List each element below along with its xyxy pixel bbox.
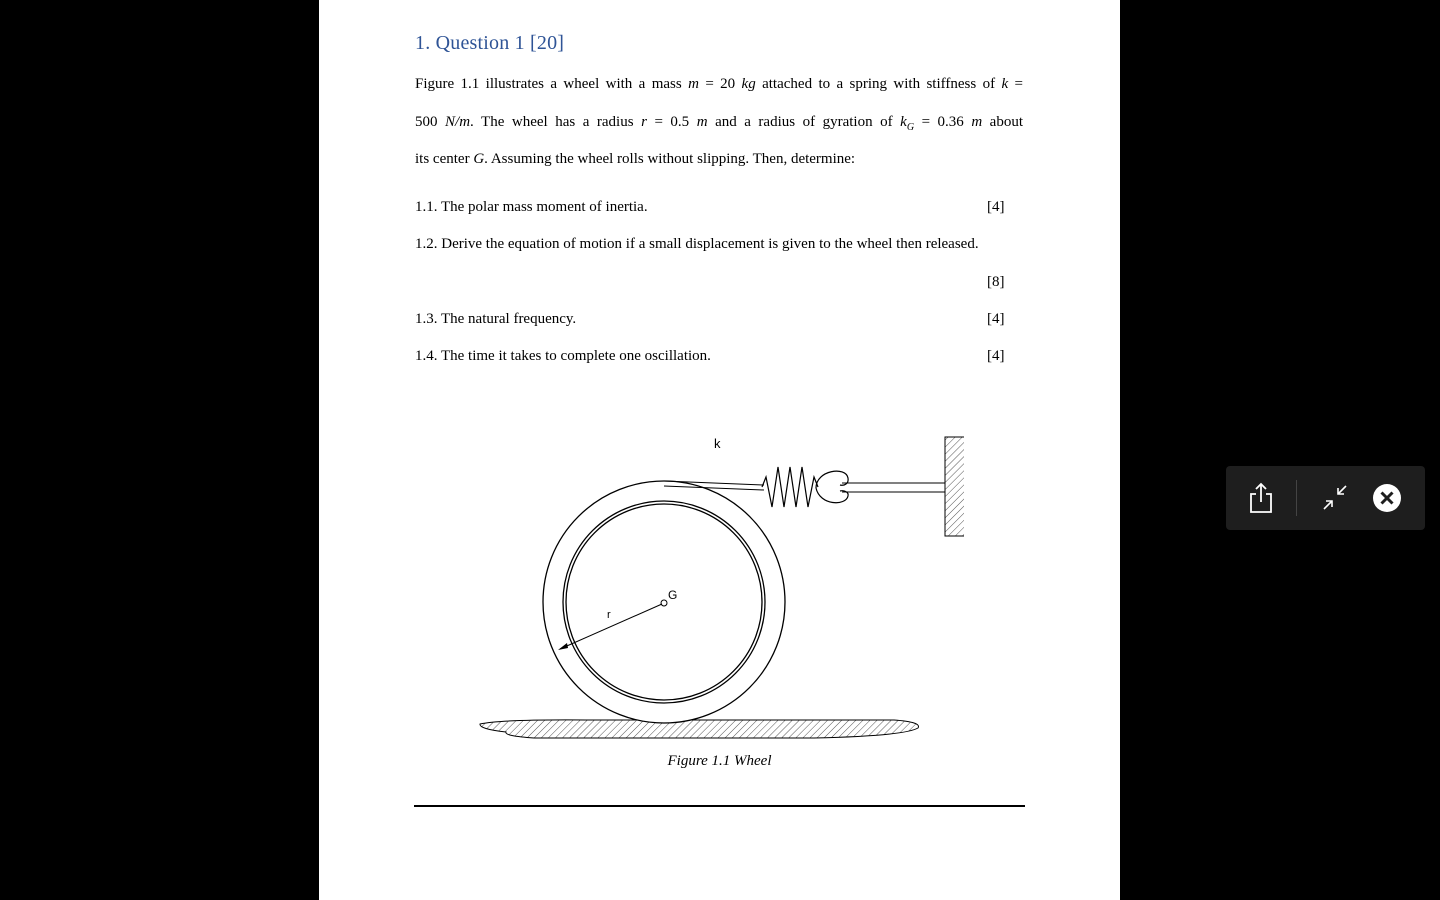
viewer-toolbar: [1226, 466, 1425, 530]
intro-line-2: 500 N/m. The wheel has a radius r = 0.5 m and a radius of gyration of $k_G = 0.36$ m about: [415, 113, 1024, 133]
document-page: [319, 0, 1120, 900]
toolbar-separator: [1296, 480, 1297, 516]
intro-paragraph: [415, 66, 1023, 179]
subquestion-1-4: 1.4. The time it takes to complete one oscillation.: [415, 348, 711, 364]
subquestion-1-2: 1.2. Derive the equation of motion if a small displacement is given to the wheel then released.: [415, 236, 979, 252]
intro-line-3: its center G. Assuming the wheel rolls without slipping. Then, determine:: [415, 151, 856, 167]
wall: [945, 437, 964, 536]
label-radius: r: [607, 609, 611, 621]
question-heading: 1. Question 1 [20]: [415, 32, 565, 54]
minimize-icon: [1320, 483, 1350, 513]
section-divider: [414, 805, 1025, 807]
subquestion-1-1: 1.1. The polar mass moment of inertia.: [415, 199, 648, 215]
spring: [762, 467, 818, 507]
marks-1-3: [4]: [987, 311, 1005, 327]
share-icon: [1248, 482, 1274, 514]
marks-1-4: [4]: [987, 348, 1005, 364]
ground: [480, 720, 919, 738]
subquestion-1-3: 1.3. The natural frequency.: [415, 311, 577, 327]
close-button[interactable]: [1367, 478, 1407, 518]
marks-1-1: [4]: [987, 199, 1005, 215]
marks-1-2: [8]: [987, 274, 1005, 290]
center-point: [661, 600, 667, 606]
minimize-button[interactable]: [1315, 478, 1355, 518]
label-spring: k: [714, 436, 721, 451]
close-icon: [1372, 483, 1402, 513]
share-button[interactable]: [1241, 478, 1281, 518]
intro-line-1: Figure 1.1 illustrates a wheel with a mass m = 20 kg attached to a spring with stiffness of k =: [415, 76, 1023, 92]
label-center: G: [668, 588, 678, 602]
wheel-figure: [474, 430, 964, 745]
figure-caption: Figure 1.1 Wheel: [667, 753, 772, 769]
